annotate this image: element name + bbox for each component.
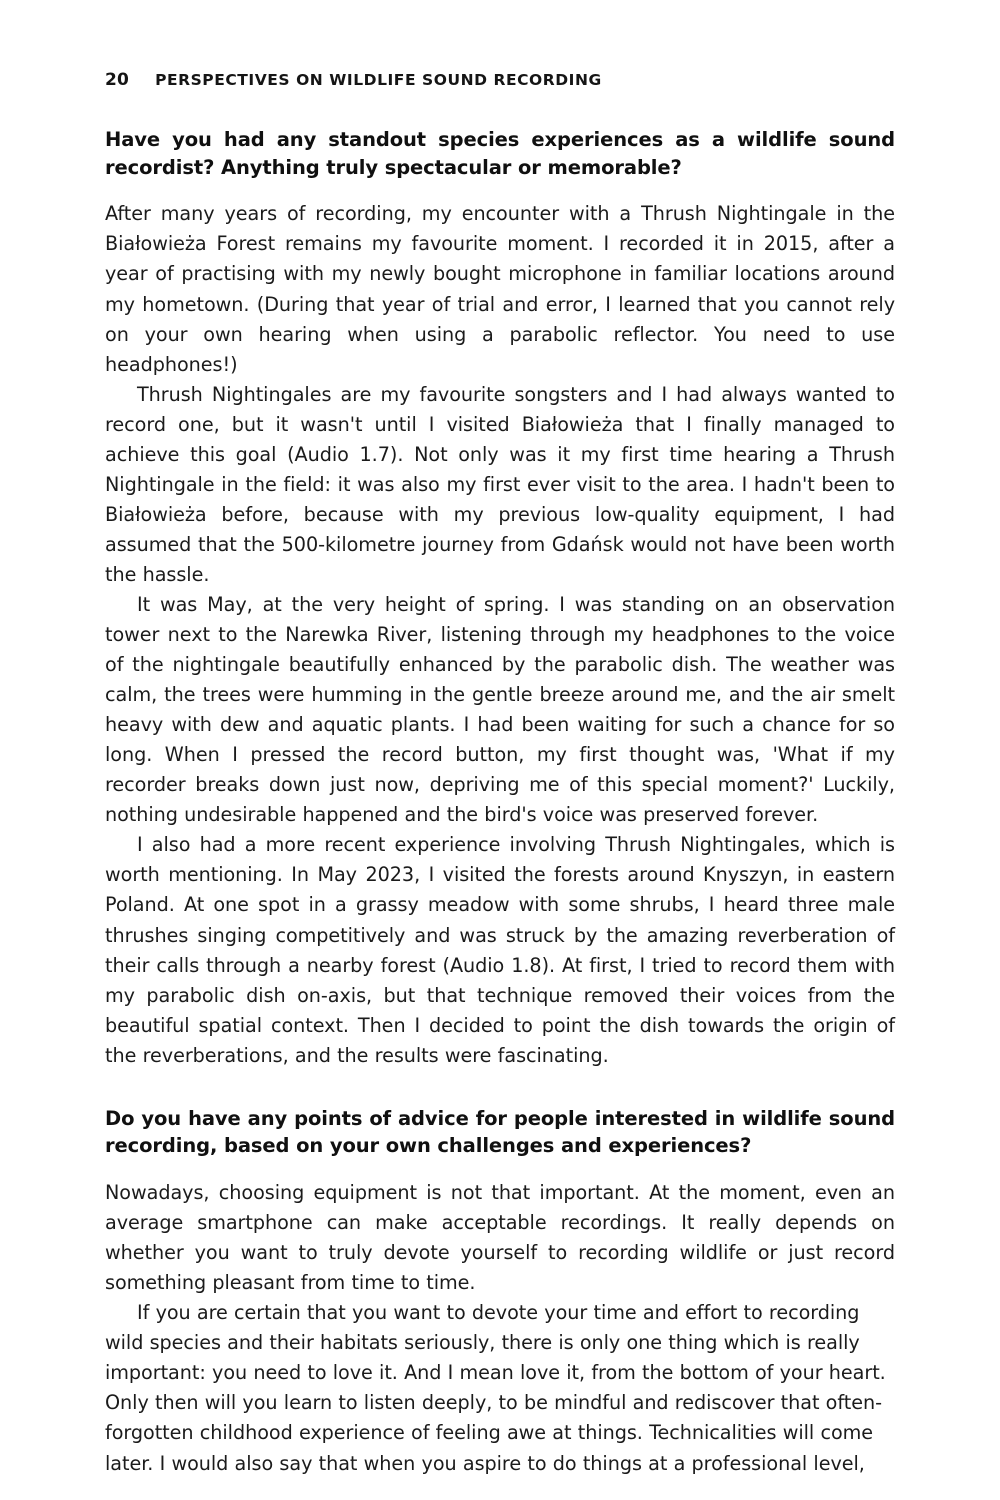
paragraph-2-2: If you are certain that you want to devote your time and effort to recording wild species and their habitats seriously, there is only one thing which is really important: you need to love it. And I mean love it, from the bottom of your heart. Only then will you learn to listen deeply, to be mindful and rediscover that often-forgotten childhood experience of feeling awe at things. Technicalities will come later. I would also say that when you aspire to do things at a professional level, xyxy=(105,1301,886,1475)
paragraph-2-1: Nowadays, choosing equipment is not that important. At the moment, even an average smartphone can make acceptable recordings. It really depends on whether you want to truly devote yourself to recording wildlife or just record something pleasant from time to time. xyxy=(105,1181,895,1295)
page-number: 20 xyxy=(105,70,130,90)
paragraph-1-3: It was May, at the very height of spring. I was standing on an observation tower next to the Narewka River, listening through my headphones to the voice of the nightingale beautifully enhanced by the parabolic dish. The weather was calm, the trees were humming in the gentle breeze around me, and the air smelt heavy with dew and aquatic plants. I had been waiting for such a chance for so long. When I pressed the record button, my first thought was, 'What if my recorder breaks down just now, depriving me of this special moment?' Luckily, nothing undesirable happened and the bird's voice was preserved forever. xyxy=(105,592,895,827)
running-head xyxy=(105,70,895,90)
paragraph-1-4: I also had a more recent experience involving Thrush Nightingales, which is worth mentioning. In May 2023, I visited the forests around Knyszyn, in eastern Poland. At one spot in a grassy meadow with some shrubs, I heard three male thrushes singing competitively and was struck by the amazing reverberation of their calls through a nearby forest (Audio 1.8). At first, I tried to record them with my parabolic dish on-axis, but that technique removed their voices from the beautiful spatial context. Then I decided to point the dish towards the origin of the reverberations, and the results were fascinating. xyxy=(105,833,895,1067)
question-heading-2: Do you have any points of advice for people interested in wildlife sound recording, based on your own challenges and experiences? xyxy=(105,1106,895,1158)
running-title: PERSPECTIVES ON WILDLIFE SOUND RECORDING xyxy=(155,71,602,89)
paragraph-1-1: After many years of recording, my encounter with a Thrush Nightingale in the Białowieża Forest remains my favourite moment. I recorded it in 2015, after a year of practising with my newly bought microphone in familiar locations around my hometown. (During that year of trial and error, I learned that you cannot rely on your own hearing when using a parabolic reflector. You need to use headphones!) xyxy=(105,202,895,376)
question-heading-1: Have you had any standout species experiences as a wildlife sound recordist? Anything truly spectacular or memorable? xyxy=(105,128,895,179)
paragraph-1-2: Thrush Nightingales are my favourite songsters and I had always wanted to record one, but it wasn't until I visited Białowieża that I finally managed to achieve this goal (Audio 1.7). Not only was it my first time hearing a Thrush Nightingale in the field: it was also my first ever visit to the area. I hadn't been to Białowieża before, because with my previous low-quality equipment, I had assumed that the 500-kilometre journey from Gdańsk would not have been worth the hassle. xyxy=(105,382,895,586)
